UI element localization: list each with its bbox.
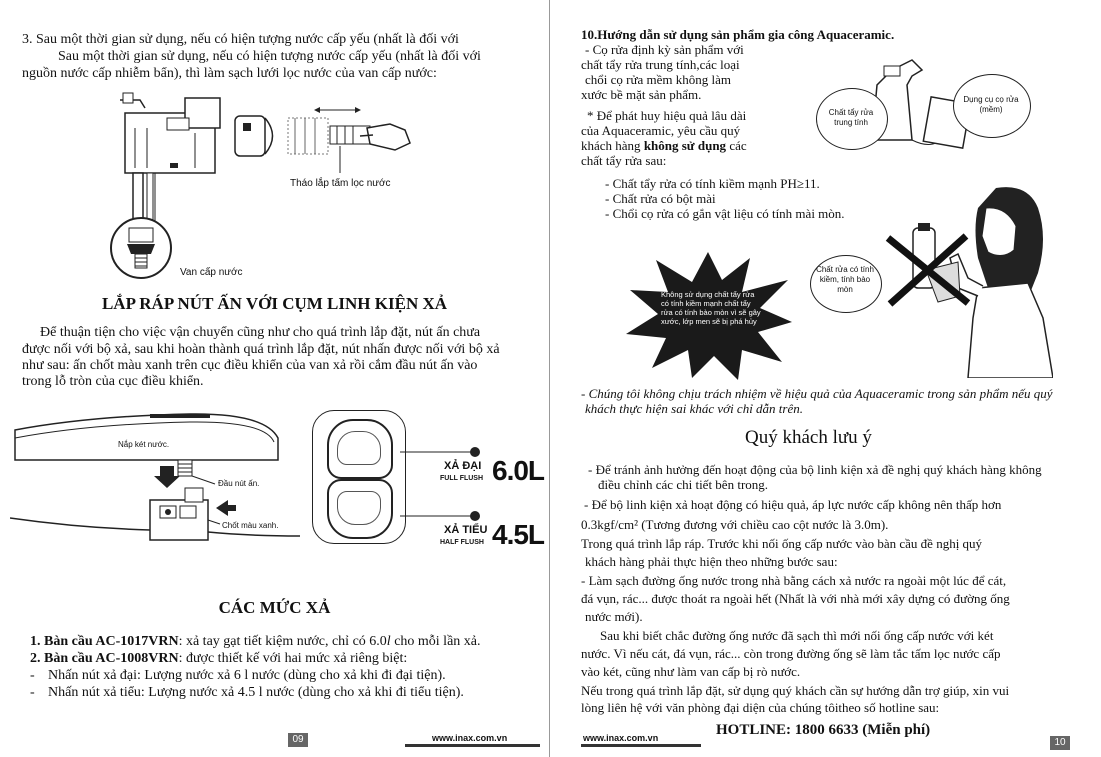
page-number-left: 09 [288,733,308,747]
item2-model: 2. Bàn cầu AC-1008VRN [30,651,179,666]
dual-flush-panel [312,410,406,544]
assembly-line4: trong lỗ tròn của cục điều khiển. [22,374,204,389]
s10-p1-l4: xước bề mặt sản phẩm. [581,87,702,102]
notice-l12: vào két, cũng như làm van cấp bị rò nước. [581,664,801,679]
assembly-line1: Để thuận tiện cho việc vận chuyển cũng như cho quá trình lắp đặt, nút ấn chưa [40,325,481,340]
levels-title: CÁC MỨC XẢ [218,598,331,617]
page-number-right: 10 [1050,736,1070,750]
levels-bullet2: Nhấn nút xả tiểu: Lượng nước xả 4.5 l nước (dùng cho xả khi đi tiểu tiện). [48,685,464,700]
label-pin: Chốt màu xanh. [222,521,279,530]
assembly-title: LẮP RÁP NÚT ẤN VỚI CỤM LINH KIỆN XẢ [101,294,448,313]
notice-l3: - Để bộ linh kiện xả hoạt động có hiệu quả, áp lực nước cấp không nên thấp hơn [584,497,1002,512]
s10-p2-l3b: không sử dụng [643,138,727,153]
footer-rule-left [405,744,540,747]
notice-l5: Trong quá trình lắp ráp. Trước khi nối ống cấp nước vào bàn cầu đề nghị quý [581,536,983,551]
footer-url-left[interactable]: www.inax.com.vn [432,733,508,743]
section3-line1: 3. Sau một thời gian sử dụng, nếu có hiện tượng nước cấp yếu (nhất là đối với [22,32,459,47]
notice-l14: lòng liên hệ với văn phòng đại diện của chúng tôitheo số hotline sau: [581,700,940,715]
section3-line2: Sau một thời gian sử dụng, nếu có hiện tượng nước cấp yếu (nhất là đối với [58,49,481,64]
starburst-text: Không sử dụng chất tẩy rửa có tính kiềm mạnh chất tẩy rửa có tính bào mòn vì sẽ gây xước, lớp men sẽ bị phá hủy [661,290,761,326]
hotline[interactable]: HOTLINE: 1800 6633 (Miễn phí) [716,722,931,738]
s10-p2-l4: chất tẩy rửa sau: [581,153,667,168]
bubble-tool-text: Dụng cụ cọ rửa (mềm) [963,95,1019,114]
item1-model: 1. Bàn cầu AC-1017VRN [30,634,179,649]
s10-p2-l3a: khách hàng [581,138,644,153]
full-flush-label-vn: XẢ ĐẠI [444,460,482,472]
s10-p2-l3c: các [726,138,747,153]
notice-l8: đá vụn, rác... được thoát ra ngoài hết (Nhất là với nhà mới xây dựng có đường ống [581,591,1010,606]
page-divider [549,0,550,757]
person-illustration [878,178,1053,378]
item1-text: : xả tay gạt tiết kiệm nước, chỉ có 6.0 [178,634,387,649]
assembly-line3: như sau: ấn chốt màu xanh trên cục điều khiển của van xả rồi cắm đầu nút ấn vào [22,358,478,373]
half-flush-label-vn: XẢ TIỂU [444,524,488,536]
item1-unit: l [386,634,391,649]
half-flush-label-en: HALF FLUSH [440,539,484,546]
s10-p2-l3 [581,138,747,154]
levels-bullet1: Nhấn nút xả đại: Lượng nước xả 6 l nước (dùng cho xả khi đi đại tiện). [48,668,446,683]
s10-bullet1: - Chất tẩy rửa có tính kiềm mạnh PH≥11. [605,176,820,191]
bullet2-dash: - [30,685,35,700]
label-lid: Nắp két nước. [118,440,170,449]
notice-l9: nước mới). [585,609,643,624]
bubble-neutral-text: Chất tẩy rửa trung tính [828,108,874,127]
label-filter: Tháo lắp tấm lọc nước [290,178,391,189]
label-button-head: Đầu nút ấn. [218,479,260,488]
levels-item2 [30,650,407,667]
levels-item1 [30,633,481,650]
full-flush-button-inner [337,431,381,465]
disclaimer-line2: khách thực hiện sai khác với chỉ dẫn trên. [585,401,803,416]
label-valve: Van cấp nước [180,267,243,278]
section3-line3: nguồn nước cấp nhiễm bẩn), thì làm sạch lưới lọc nước của van cấp nước: [22,66,437,81]
s10-bullet3: - Chổi cọ rửa có gắn vật liệu có tính mài mòn. [605,206,845,221]
notice-l2: điều chỉnh các chi tiết bên trong. [598,477,769,492]
notice-title: Quý khách lưu ý [745,427,872,448]
notice-l13: Nếu trong quá trình lắp đặt, sử dụng quý khách cần sự hướng dẫn trợ giúp, xin vui [581,683,1010,698]
notice-l11: nước. Vì nếu cát, đá vụn, rác... còn trong đường ống sẽ làm tắc tấm lọc nước cấp [581,646,1001,661]
footer-url-right[interactable]: www.inax.com.vn [583,733,659,743]
notice-l7: - Làm sạch đường ống nước trong nhà bằng cách xả nước ra ngoài một lúc để cát, [581,573,1007,588]
full-flush-button[interactable] [327,419,393,479]
s10-p1-l3: chổi cọ rửa mềm không làm [585,72,732,87]
notice-l10: Sau khi biết chắc đường ống nước đã sạch thì mới nối ống cấp nước với két [600,628,994,643]
s10-p1-l1: - Cọ rửa định kỳ sản phẩm với [585,42,744,57]
bullet1-dash: - [30,668,35,683]
tank-lid-illustration [10,408,300,568]
full-flush-label-en: FULL FLUSH [440,475,484,482]
bubble-alkali-text: Chất rửa có tính kiềm, tính bào mòn [816,265,874,294]
notice-l4: 0.3kgf/cm² (Tương đương với chiều cao cột nước là 3.0m). [581,517,889,532]
notice-l1: - Để tránh ảnh hưởng đến hoạt động của bộ linh kiện xả đề nghị quý khách hàng không [588,462,1042,477]
notice-l6: khách hàng phải thực hiện theo những bước sau: [585,554,838,569]
footer-rule-right [581,744,701,747]
s10-p2-l2: của Aquaceramic, yêu cầu quý [581,123,741,138]
item2-text: : được thiết kế với hai mức xả riêng biệt: [178,651,408,666]
s10-bullet2: - Chất rửa có bột mài [605,191,716,206]
half-flush-button-inner [337,491,381,525]
s10-p2-l1: * Để phát huy hiệu quả lâu dài [587,108,747,123]
s10-p1-l2: chất tẩy rửa trung tính,các loại [581,57,740,72]
full-flush-volume: 6.0L [492,455,545,486]
half-flush-volume: 4.5L [492,519,545,550]
section10-title: 10.Hướng dẫn sử dụng sản phẩm gia công Aquaceramic. [581,27,895,42]
half-flush-button[interactable] [327,479,393,539]
item1-tail: cho mỗi lần xả. [390,634,481,649]
assembly-line2: được nối với bộ xả, sau khi hoàn thành quá trình lắp đặt, nút nhấn được nối với bộ xả [22,342,500,357]
disclaimer-line1: - Chúng tôi không chịu trách nhiệm về hiệu quả của Aquaceramic trong sản phẩm nếu quý [581,386,1053,401]
